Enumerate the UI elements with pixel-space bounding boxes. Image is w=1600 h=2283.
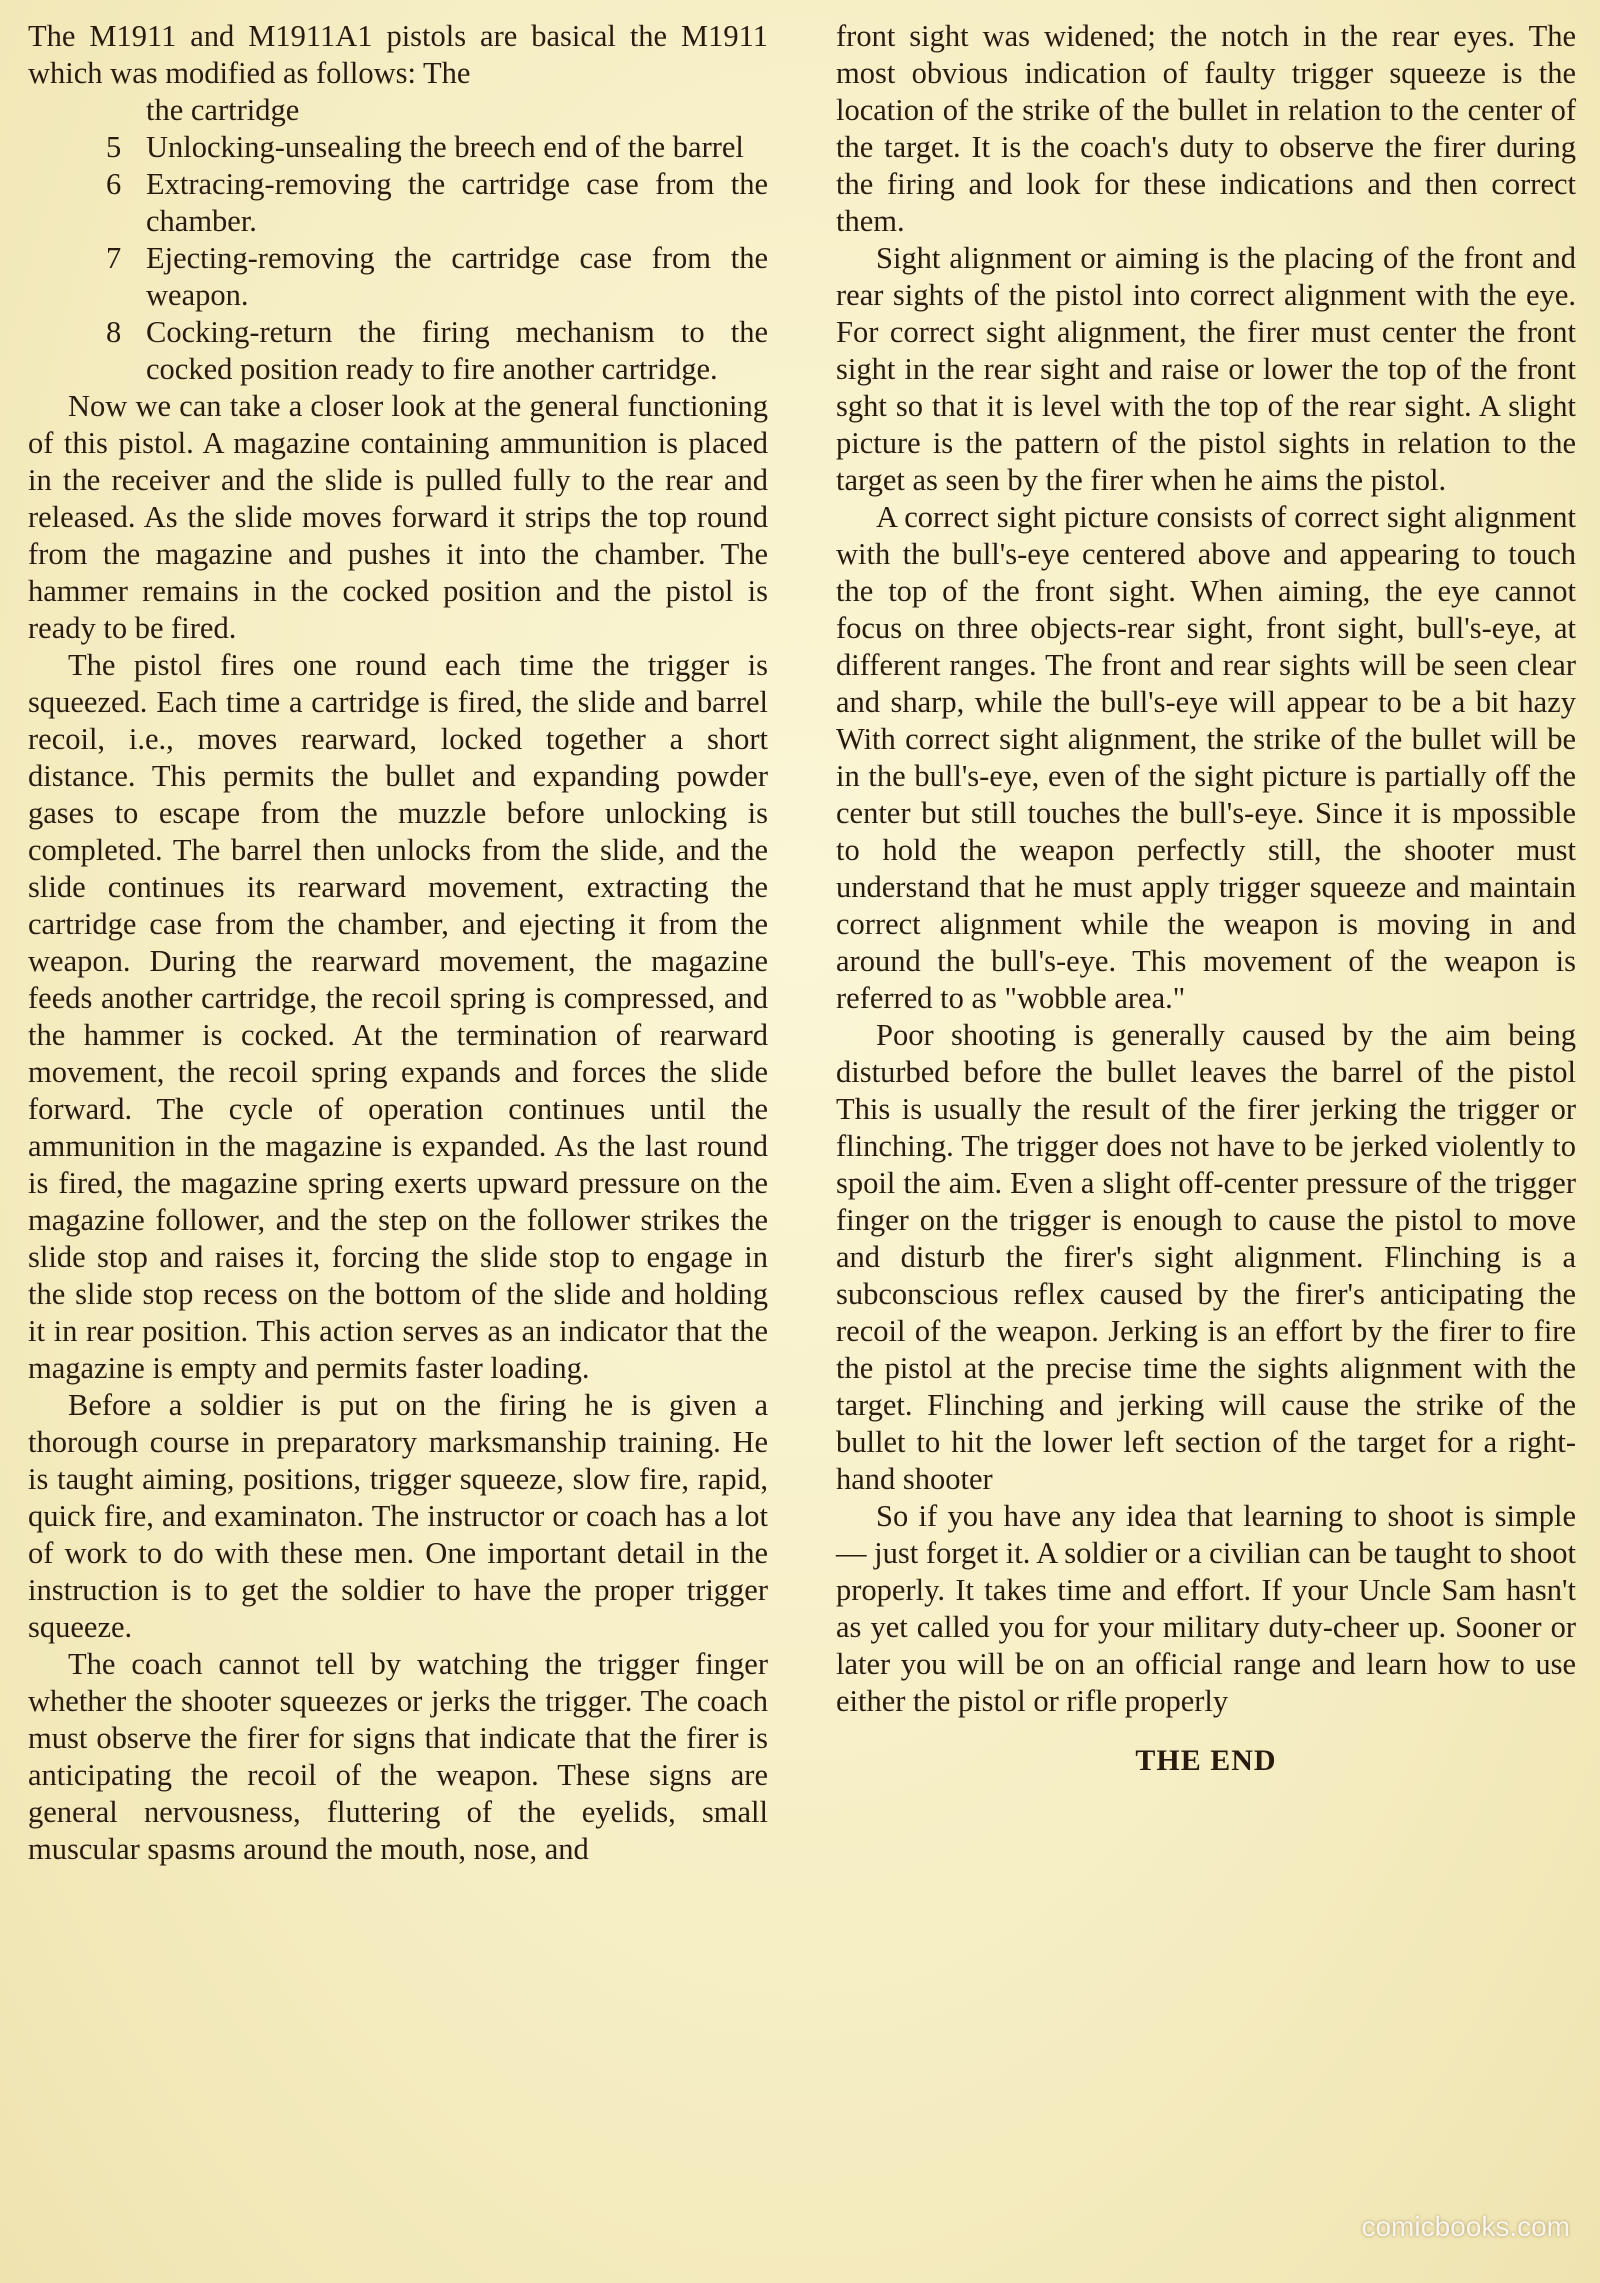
continued-paragraph: front sight was widened; the notch in the rear eyes. The most obvious indication of faulty trigger squeeze is the location of the strike of the bullet in relation to the center of the target. It is the coach's duty to observe the firer during the firing and look for these indications and then correct them. xyxy=(836,19,1576,238)
step-text: Unlocking-unsealing the breech end of the barrel xyxy=(146,130,744,164)
step-number: 8 xyxy=(106,315,122,349)
body-paragraph: The pistol fires one round each time the trigger is squeezed. Each time a cartridge is fired, the slide and barrel recoil, i.e., moves rearward, locked together a short distance. This permits the bullet and expanding powder gases to escape from the muzzle before unlocking is completed. The barrel then unlocks from the slide, and the slide continues its rearward movement, extracting the cartridge case from the chamber, and ejecting it from the weapon. During the rearward movement, the magazine feeds another cartridge, the recoil spring is compressed, and the hammer is cocked. At the termination of rearward movement, the recoil spring expands and forces the slide forward. The cycle of operation continues until the ammunition in the magazine is expanded. As the last round is fired, the magazine spring exerts upward pressure on the magazine follower, and the step on the follower strikes the slide stop and raises it, forcing the slide stop to engage in the slide stop recess on the bottom of the slide and holding it in rear position. This action serves as an indicator that the magazine is empty and permits faster loading. xyxy=(28,648,768,1385)
intro-paragraph: The M1911 and M1911A1 pistols are basical the M1911 which was modified as follows: The xyxy=(28,19,768,90)
intro-continuation: the cartridge xyxy=(146,93,300,127)
the-end-label: THE END xyxy=(1135,1744,1277,1777)
step-text: Cocking-return the firing mechanism to the cocked position ready to fire another cartridge. xyxy=(146,315,768,386)
left-column xyxy=(28,18,768,1868)
list-item xyxy=(28,129,768,166)
list-item xyxy=(28,314,768,388)
list-item xyxy=(28,240,768,314)
body-paragraph: Poor shooting is generally caused by the aim being disturbed before the bullet leaves the barrel of the pistol This is usually the result of the firer jerking the trigger or flinching. The trigger does not have to be jerked violently to spoil the aim. Even a slight off-center pressure of the trigger finger on the trigger is enough to cause the pistol to move and disturb the firer's sight alignment. Flinching is a subconscious reflex caused by the firer's anticipating the recoil of the weapon. Jerking is an effort by the firer to fire the pistol at the precise time the sights alignment with the target. Flinching and jerking will cause the strike of the bullet to hit the lower left section of the target for a right-hand shooter xyxy=(836,1018,1576,1496)
operation-steps-list xyxy=(28,129,768,388)
step-number: 6 xyxy=(106,167,122,201)
body-paragraph: The coach cannot tell by watching the trigger finger whether the shooter squeezes or jerks the trigger. The coach must observe the firer for signs that indicate that the firer is anticipating the recoil of the weapon. These signs are general nervousness, fluttering of the eyelids, small muscular spasms around the mouth, nose, and xyxy=(28,1647,768,1866)
step-text: Ejecting-removing the cartridge case from the weapon. xyxy=(146,241,768,312)
step-number: 5 xyxy=(106,130,122,164)
list-item xyxy=(28,166,768,240)
site-watermark: comicbooks.com xyxy=(1361,2211,1570,2242)
step-number: 7 xyxy=(106,241,122,275)
body-paragraph: Now we can take a closer look at the general functioning of this pistol. A magazine containing ammunition is placed in the receiver and the slide is pulled fully to the rear and released. As the slide moves forward it strips the top round from the magazine and pushes it into the chamber. The hammer remains in the cocked position and the pistol is ready to be fired. xyxy=(28,389,768,645)
body-paragraph: So if you have any idea that learning to shoot is simple — just forget it. A soldier or a civilian can be taught to shoot properly. It takes time and effort. If your Uncle Sam hasn't as yet called you for your military duty-cheer up. Sooner or later you will be on an official range and learn how to use either the pistol or rifle properly xyxy=(836,1499,1576,1718)
right-column xyxy=(836,18,1576,1779)
step-text: Extracing-removing the cartridge case from the chamber. xyxy=(146,167,768,238)
body-paragraph: A correct sight picture consists of correct sight alignment with the bull's-eye centered above and appearing to touch the top of the front sight. When aiming, the eye cannot focus on three objects-rear sight, front sight, bull's-eye, at different ranges. The front and rear sights will be seen clear and sharp, while the bull's-eye will appear to be a bit hazy With correct sight alignment, the strike of the bullet will be in the bull's-eye, even of the sight picture is partially off the center but still touches the bull's-eye. Since it is mpossible to hold the weapon perfectly still, the shooter must understand that he must apply trigger squeeze and maintain correct alignment while the weapon is moving in and around the bull's-eye. This movement of the weapon is referred to as "wobble area." xyxy=(836,500,1576,1015)
body-paragraph: Sight alignment or aiming is the placing of the front and rear sights of the pistol into correct alignment with the eye. For correct sight alignment, the firer must center the front sight in the rear sight and raise or lower the top of the front sght so that it is level with the top of the rear sight. A slight picture is the pattern of the pistol sights in relation to the target as seen by the firer when he aims the pistol. xyxy=(836,241,1576,497)
body-paragraph: Before a soldier is put on the firing he is given a thorough course in preparatory marksmanship training. He is taught aiming, positions, trigger squeeze, slow fire, rapid, quick fire, and examinaton. The instructor or coach has a lot of work to do with these men. One important detail in the instruction is to get the soldier to have the proper trigger squeeze. xyxy=(28,1388,768,1644)
